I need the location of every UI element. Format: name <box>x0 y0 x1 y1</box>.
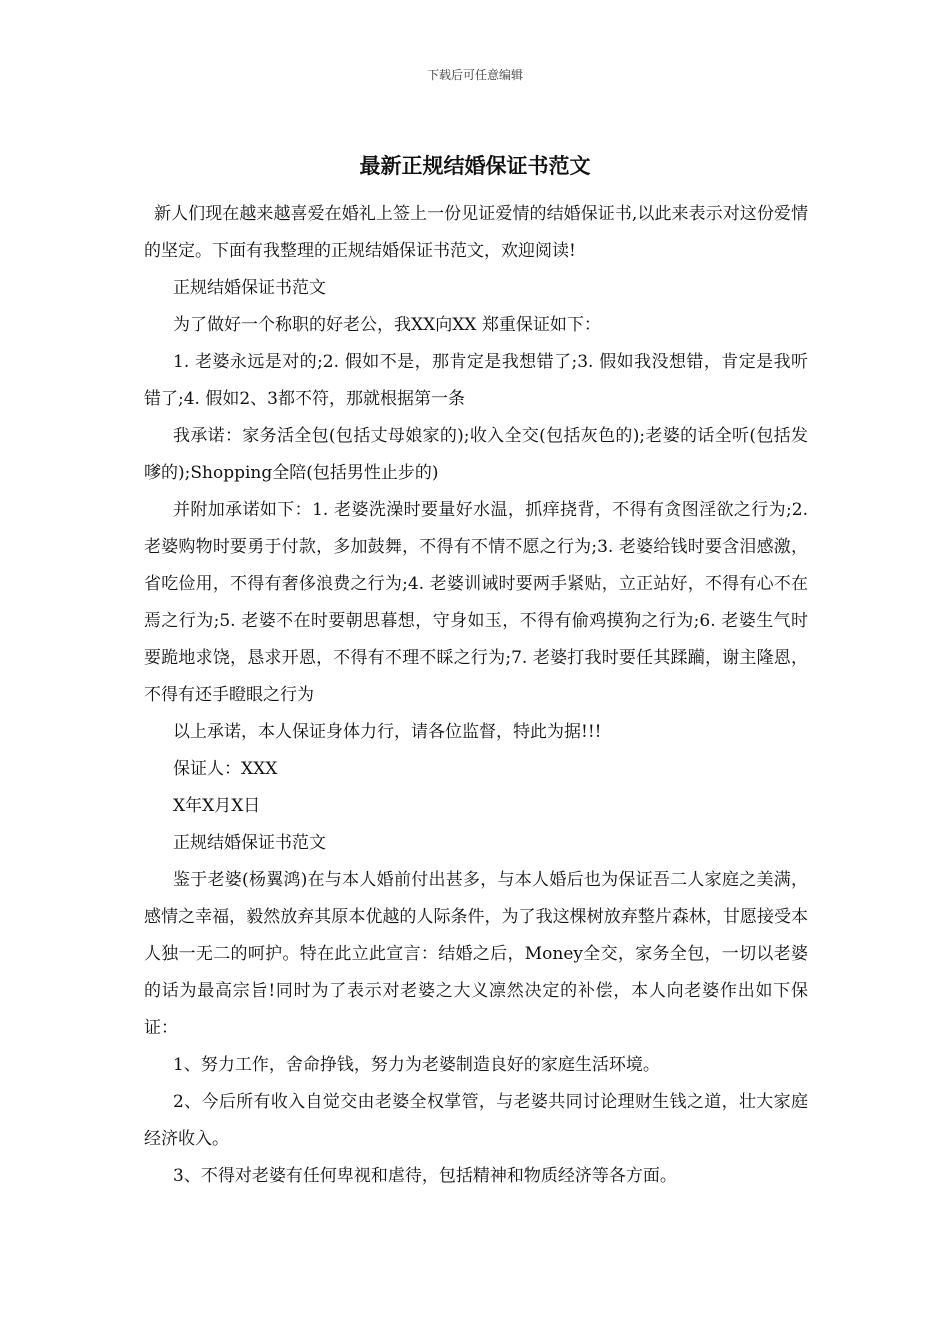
body-paragraph: 为了做好一个称职的好老公，我XX向XX 郑重保证如下： <box>173 315 601 335</box>
body-paragraph: 并附加承诺如下：1. 老婆洗澡时要量好水温，抓痒挠背，不得有贪图淫欲之行为;2. 老婆购物时要勇于付款，多加鼓舞，不得有不情不愿之行为;3. 老婆给钱时要含泪感激，省吃俭用，不得有奢侈浪费之行为;4. 老婆训诫时要两手紧贴，立正站好，不得有心不在焉之行为;5. 老婆不在时要朝思暮想，守身如玉，不得有偷鸡摸狗之行为;6. 老婆生气时要跪地求饶，恳求开恩，不得有不理不睬之行为;7. 老婆打我时要任其蹂躏，谢主隆恩，不得有还手瞪眼之行为 <box>144 500 808 705</box>
document-title: 最新正规结婚保证书范文 <box>359 153 591 178</box>
intro-paragraph: 新人们现在越来越喜爱在婚礼上签上一份见证爱情的结婚保证书,以此来表示对这份爱情的坚定。下面有我整理的正规结婚保证书范文，欢迎阅读! <box>144 204 808 261</box>
body-paragraph: 我承诺：家务活全包(包括丈母娘家的);收入全交(包括灰色的);老婆的话全听(包括发嗲的);Shopping全陪(包括男性止步的) <box>144 426 808 483</box>
header-note: 下载后可任意编辑 <box>426 68 523 82</box>
list-item: 3、不得对老婆有任何卑视和虐待，包括精神和物质经济等各方面。 <box>173 1166 677 1186</box>
body-paragraph: 1. 老婆永远是对的;2. 假如不是，那肯定是我想错了;3. 假如我没想错，肯定是我听错了;4. 假如2、3都不符，那就根据第一条 <box>144 352 808 409</box>
list-item: 2、今后所有收入自觉交由老婆全权掌管，与老婆共同讨论理财生钱之道，壮大家庭经济收入。 <box>144 1092 808 1149</box>
document-body <box>144 196 808 1195</box>
section-heading: 正规结婚保证书范文 <box>173 278 326 298</box>
guarantor-line: 保证人：XXX <box>173 759 278 779</box>
body-paragraph: 鉴于老婆(杨翼鸿)在与本人婚前付出甚多，与本人婚后也为保证吾二人家庭之美满，感情之幸福，毅然放弃其原本优越的人际条件，为了我这棵树放弃整片森林，甘愿接受本人独一无二的呵护。特在此立此宣言：结婚之后，Money全交，家务全包，一切以老婆的话为最高宗旨!同时为了表示对老婆之大义凛然决定的补偿，本人向老婆作出如下保证： <box>144 870 808 1038</box>
list-item: 1、努力工作，舍命挣钱，努力为老婆制造良好的家庭生活环境。 <box>173 1055 660 1075</box>
section-heading: 正规结婚保证书范文 <box>173 833 326 853</box>
body-paragraph: 以上承诺，本人保证身体力行，请各位监督，特此为据!!! <box>173 722 602 742</box>
date-line: X年X月X日 <box>173 796 261 816</box>
